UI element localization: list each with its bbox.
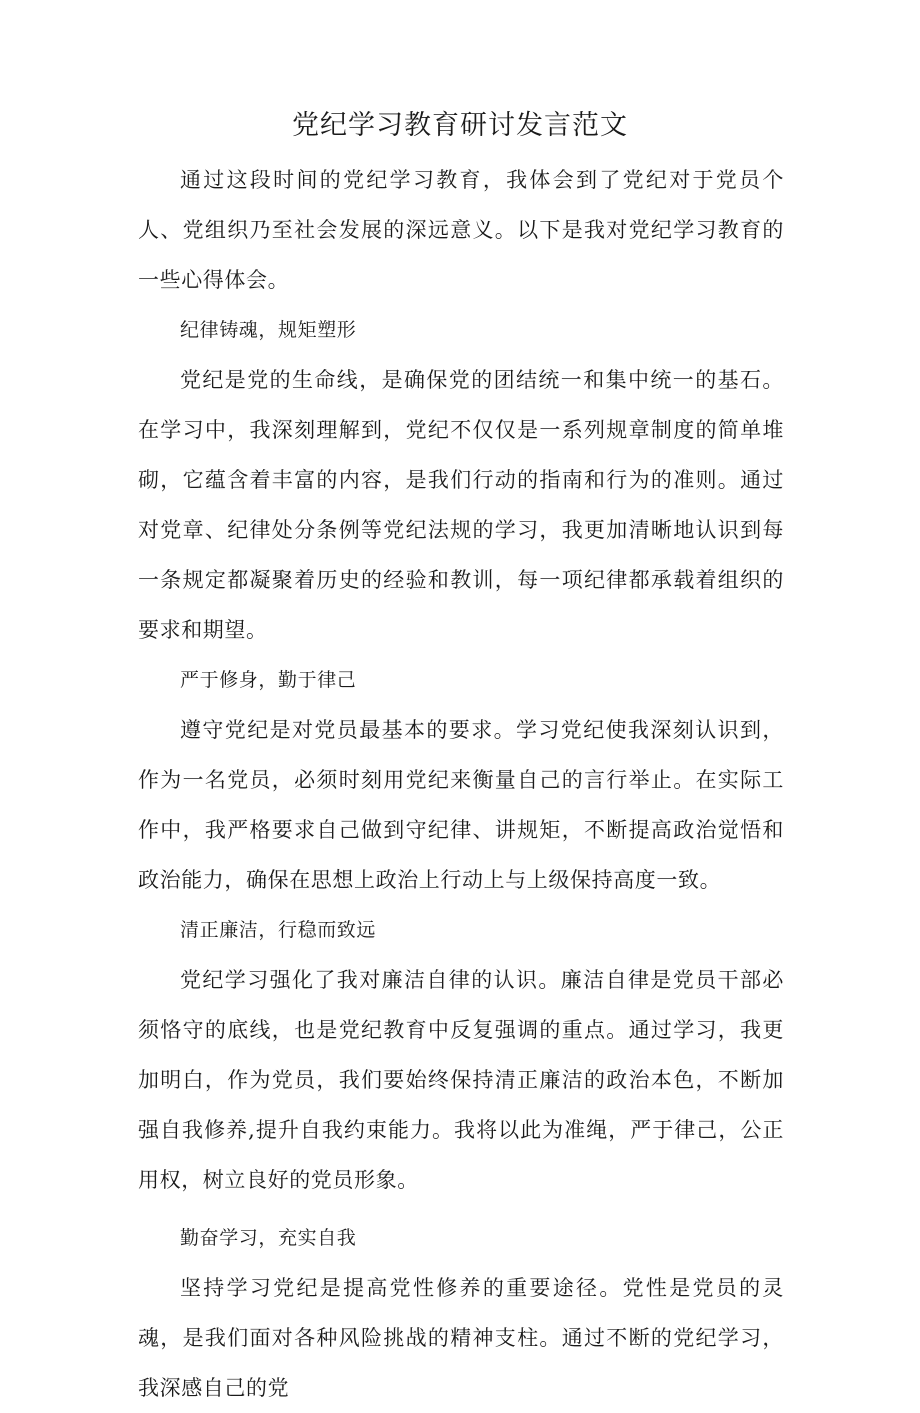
section-paragraph-2: 遵守党纪是对党员最基本的要求。学习党纪使我深刻认识到，作为一名党员，必须时刻用党纪来衡量自己的言行举止。在实际工作中，我严格要求自己做到守纪律、讲规矩，不断提高政治觉悟和政治能力，确保在思想上政治上行动上与上级保持高度一致。	[138, 718, 784, 892]
section-heading-2: 严于修身，勤于律己	[180, 669, 357, 691]
document-body	[138, 155, 784, 1413]
section-heading-3: 清正廉洁，行稳而致远	[180, 919, 377, 941]
intro-paragraph: 通过这段时间的党纪学习教育，我体会到了党纪对于党员个人、党组织乃至社会发展的深远意义。以下是我对党纪学习教育的一些心得体会。	[138, 168, 784, 292]
section-paragraph-3: 党纪学习强化了我对廉洁自律的认识。廉洁自律是党员干部必须恪守的底线，也是党纪教育中反复强调的重点。通过学习，我更加明白，作为党员，我们要始终保持清正廉洁的政治本色，不断加强自我修养,提升自我约束能力。我将以此为准绳，严于律己，公正用权，树立良好的党员形象。	[138, 968, 784, 1192]
section-paragraph-1: 党纪是党的生命线，是确保党的团结统一和集中统一的基石。在学习中，我深刻理解到，党纪不仅仅是一系列规章制度的简单堆砌，它蕴含着丰富的内容，是我们行动的指南和行为的准则。通过对党章、纪律处分条例等党纪法规的学习，我更加清晰地认识到每一条规定都凝聚着历史的经验和教训，每一项纪律都承载着组织的要求和期望。	[138, 368, 784, 642]
section-heading-1: 纪律铸魂，规矩塑形	[180, 319, 357, 341]
section-paragraph-4: 坚持学习党纪是提高党性修养的重要途径。党性是党员的灵魂，是我们面对各种风险挑战的精神支柱。通过不断的党纪学习，我深感自己的党	[138, 1276, 784, 1400]
document-title: 党纪学习教育研讨发言范文	[292, 110, 628, 141]
section-heading-4: 勤奋学习，充实自我	[180, 1227, 357, 1249]
